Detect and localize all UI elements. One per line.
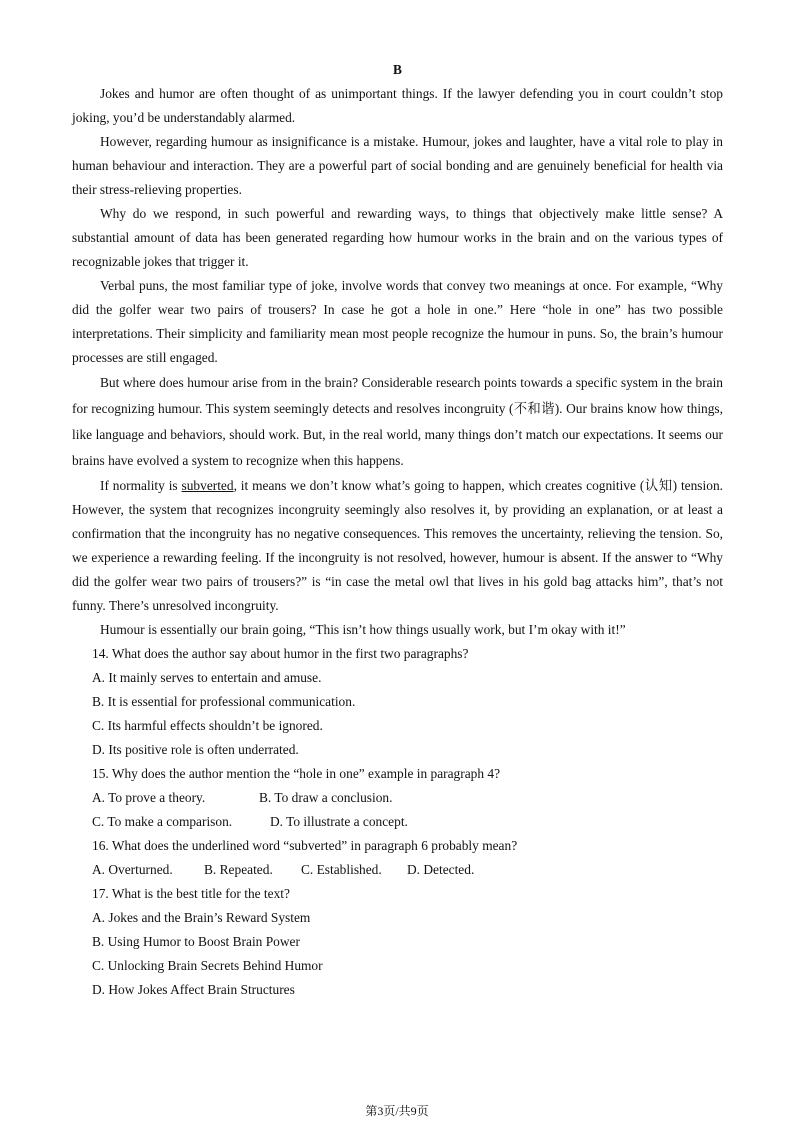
option: A. It mainly serves to entertain and amuse. xyxy=(92,670,322,685)
paragraph-7: Humour is essentially our brain going, “This isn’t how things usually work, but I’m okay with it!” xyxy=(100,622,626,637)
text: If normality is xyxy=(100,478,182,493)
question-15: 15. Why does the author mention the “hole in one” example in paragraph 4? xyxy=(92,766,501,781)
option: D. Detected. xyxy=(407,862,475,877)
section-title: B xyxy=(393,62,402,77)
option: B. Repeated. xyxy=(204,862,273,877)
text: , it means we don’t know what’s going to happen, which creates cognitive (认知) tension. However, the system that recognizes incongruity seemingly also resolves it, by providing an explanation, or at least a confirmation that the incongruity has no negative consequences. This removes the uncertainty, relieving the tension. So, we experience a rewarding feeling. If the incongruity is not resolved, however, humour is absent. If the answer to “Why did the golfer wear two pairs of trousers?” is “in case the metal owl that lives in his gold bag attacks him”, that’s not funny. There’s unresolved incongruity. xyxy=(72,478,723,613)
option: C. Unlocking Brain Secrets Behind Humor xyxy=(92,958,323,973)
paragraph-4: Verbal puns, the most familiar type of joke, involve words that convey two meanings at once. For example, “Why did the golfer wear two pairs of trousers? In case he got a hole in one.” Here “hole in one” has two possible interpretations. Their simplicity and familiarity mean most people recognize the humour in puns. So, the brain’s humour processes are still engaged. xyxy=(72,278,723,365)
option: D. How Jokes Affect Brain Structures xyxy=(92,982,295,997)
option-row xyxy=(92,858,723,882)
option: D. Its positive role is often underrated. xyxy=(92,742,299,757)
paragraph-3: Why do we respond, in such powerful and rewarding ways, to things that objectively make little sense? A substantial amount of data has been generated regarding how humour works in the brain and on the various types of recognizable jokes that trigger it. xyxy=(72,206,723,269)
document-page xyxy=(72,58,723,1002)
paragraph-6 xyxy=(72,474,723,618)
question-17: 17. What is the best title for the text? xyxy=(92,886,290,901)
page-number: 第3页/共9页 xyxy=(365,1104,429,1118)
paragraph-5: But where does humour arise from in the brain? Considerable research points towards a specific system in the brain for recognizing humour. This system seemingly detects and resolves incongruity (不和谐). Our brains know how things, like language and behaviors, should work. But, in the real world, many things don’t match our expectations. It seems our brains have evolved a system to recognize when this happens. xyxy=(72,375,723,468)
option: A. To prove a theory. xyxy=(92,790,206,805)
option: C. Its harmful effects shouldn’t be ignored. xyxy=(92,718,323,733)
underlined-word: subverted xyxy=(181,478,234,493)
option: B. To draw a conclusion. xyxy=(259,790,393,805)
option-row xyxy=(92,786,723,810)
option: B. It is essential for professional communication. xyxy=(92,694,356,709)
option: C. To make a comparison. xyxy=(92,814,233,829)
option: A. Jokes and the Brain’s Reward System xyxy=(92,910,311,925)
question-14: 14. What does the author say about humor in the first two paragraphs? xyxy=(92,646,469,661)
option-row xyxy=(92,810,723,834)
option: A. Overturned. xyxy=(92,862,173,877)
option: C. Established. xyxy=(301,862,382,877)
paragraph-2: However, regarding humour as insignificance is a mistake. Humour, jokes and laughter, have a vital role to play in human behaviour and interaction. They are a powerful part of social bonding and are genuinely beneficial for health via their stress-relieving properties. xyxy=(72,134,723,197)
question-16: 16. What does the underlined word “subverted” in paragraph 6 probably mean? xyxy=(92,838,518,853)
option: D. To illustrate a concept. xyxy=(270,814,408,829)
paragraph-1: Jokes and humor are often thought of as unimportant things. If the lawyer defending you in court couldn’t stop joking, you’d be understandably alarmed. xyxy=(72,86,723,125)
option: B. Using Humor to Boost Brain Power xyxy=(92,934,300,949)
